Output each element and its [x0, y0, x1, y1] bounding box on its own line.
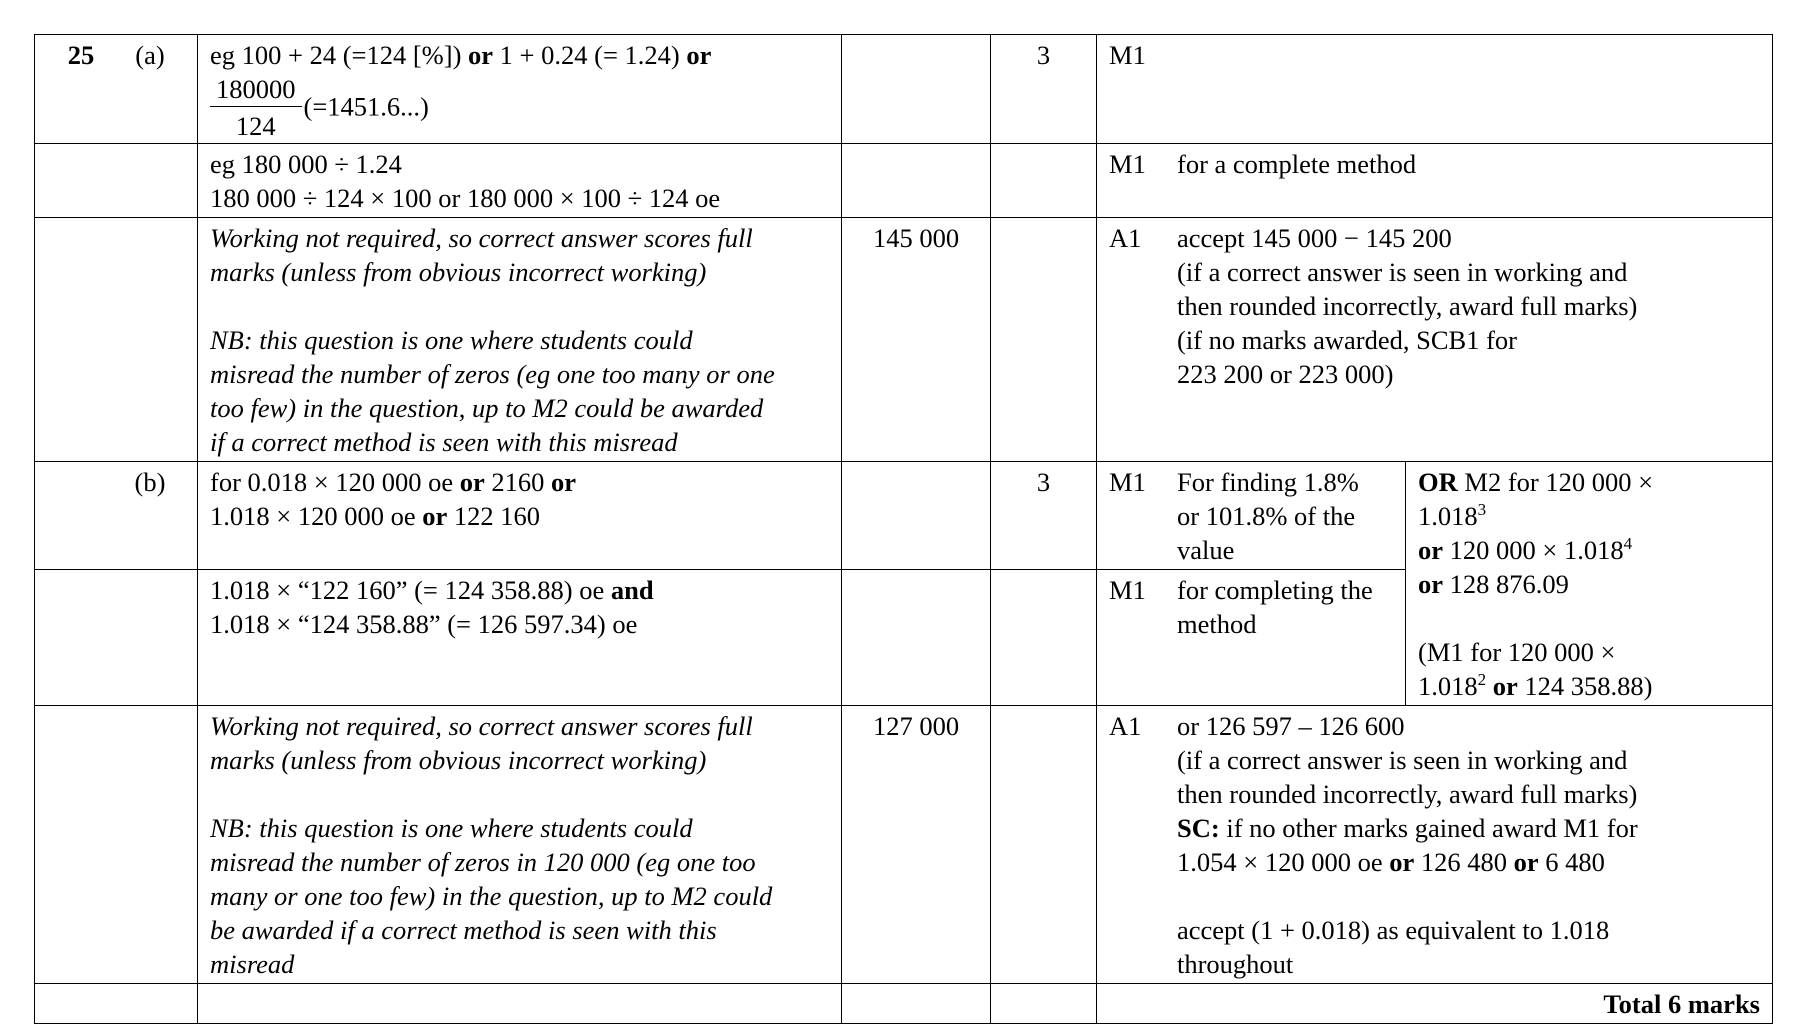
mark-scheme-table: [34, 34, 1773, 1024]
working-line: misread: [210, 949, 295, 979]
table-row: [35, 462, 1773, 570]
mark-cell: [991, 570, 1097, 706]
guidance-cell: [1097, 462, 1406, 570]
working-line: be awarded if a correct method is seen with this: [210, 915, 717, 945]
working-cell: [198, 35, 842, 144]
working-cell: [198, 706, 842, 984]
fraction-denominator: 124: [235, 111, 276, 141]
guidance-line: OR M2 for 120 000 ×: [1418, 467, 1654, 497]
fraction-numerator: 180000: [210, 74, 302, 107]
answer-cell: [842, 35, 991, 144]
mark-cell: [991, 218, 1097, 462]
answer-cell: [842, 570, 991, 706]
guidance-line: or 120 $000 \times 1.018^4$: [1418, 534, 1633, 565]
mark-code: M1: [1109, 149, 1146, 179]
guidance-line: 1.018$^3$: [1418, 500, 1487, 531]
guidance-line: then rounded incorrectly, award full marks): [1177, 291, 1638, 321]
guidance-cell: [1097, 35, 1773, 144]
working-line: 1.018 × “124 358.88” (= 126 597.34) oe: [210, 609, 638, 639]
mark-cell: [991, 35, 1097, 144]
answer-cell: [842, 144, 991, 218]
working-cell: [198, 570, 842, 706]
working-line: if a correct method is seen with this misread: [210, 427, 678, 457]
mark-value: 3: [1036, 40, 1051, 70]
mark-cell: [991, 462, 1097, 570]
question-number: 25: [67, 40, 95, 70]
guidance-line: For finding 1.8%: [1177, 467, 1359, 497]
working-line: 180 000 ÷ 124 × 100 or 180 000 × 100 ÷ 124 oe: [210, 183, 721, 213]
mark-code: A1: [1109, 711, 1142, 741]
question-cell: [35, 984, 198, 1024]
total-marks: Total 6 marks: [1097, 984, 1773, 1024]
answer-cell: [842, 218, 991, 462]
working-line: eg 100 + 24 (=124 [%]) or 1 + 0.24 (= 1.24) or: [210, 40, 712, 70]
working-line: marks (unless from obvious incorrect working): [210, 257, 707, 287]
answer-value: 145 000: [872, 223, 960, 253]
working-line: misread the number of zeros (eg one too many or one: [210, 359, 775, 389]
part-label: (b): [134, 467, 166, 497]
answer-cell: [842, 706, 991, 984]
guidance-line: 1.018$^2$ or 124 358.88): [1418, 670, 1653, 701]
guidance-line: (if a correct answer is seen in working and: [1177, 745, 1628, 775]
working-line: 1.018 × 120 000 oe or 122 160: [210, 501, 540, 531]
working-line: Working not required, so correct answer scores full: [210, 711, 753, 741]
mark-cell: [991, 706, 1097, 984]
table-row: [35, 218, 1773, 462]
working-line: NB: this question is one where students could: [210, 813, 693, 843]
guidance-line: (if a correct answer is seen in working and: [1177, 257, 1628, 287]
working-line: many or one too few) in the question, up to M2 could: [210, 881, 773, 911]
question-cell: [35, 218, 198, 462]
working-line: too few) in the question, up to M2 could be awarded: [210, 393, 764, 423]
guidance-line: accept (1 + 0.018) as equivalent to 1.018: [1177, 915, 1610, 945]
working-line: NB: this question is one where students could: [210, 325, 693, 355]
fraction: [210, 74, 302, 141]
mark-code: A1: [1109, 223, 1142, 253]
mark-code: M1: [1109, 575, 1146, 605]
part-label: (a): [135, 40, 165, 70]
table-row: [35, 706, 1773, 984]
working-line: Working not required, so correct answer scores full: [210, 223, 753, 253]
alternative-method-cell: [1406, 462, 1773, 706]
fraction-result: (=1451.6...): [303, 91, 429, 122]
working-line: eg 180 000 ÷ 1.24: [210, 149, 402, 179]
guidance-cell: [1097, 144, 1773, 218]
guidance-line: (M1 for 120 000 ×: [1418, 637, 1616, 667]
mark-code: M1: [1109, 40, 1146, 70]
guidance-line: (if no marks awarded, SCB1 for: [1177, 325, 1518, 355]
guidance-cell: [1097, 706, 1773, 984]
guidance-line: 1.054 × 120 000 oe or 126 480 or 6 480: [1177, 847, 1605, 877]
guidance-line: accept 145 000 − 145 200: [1177, 223, 1452, 253]
question-cell: [35, 462, 198, 570]
question-cell: [35, 35, 198, 144]
mark-scheme-sheet: [34, 34, 1772, 1024]
table-row: [35, 984, 1773, 1024]
guidance-cell: [1097, 218, 1773, 462]
question-cell: [35, 706, 198, 984]
answer-cell: [842, 984, 991, 1024]
working-cell: [198, 144, 842, 218]
mark-cell: [991, 984, 1097, 1024]
table-row: [35, 144, 1773, 218]
question-cell: [35, 144, 198, 218]
guidance-line: then rounded incorrectly, award full marks): [1177, 779, 1638, 809]
guidance-line: throughout: [1177, 949, 1294, 979]
guidance-line: SC: if no other marks gained award M1 for: [1177, 813, 1638, 843]
answer-cell: [842, 462, 991, 570]
working-cell: [198, 218, 842, 462]
guidance-line: method: [1177, 609, 1257, 639]
working-line: misread the number of zeros in 120 000 (eg one too: [210, 847, 756, 877]
guidance-line: or 128 876.09: [1418, 569, 1569, 599]
guidance-cell: [1097, 570, 1406, 706]
working-cell: [198, 984, 842, 1024]
answer-value: 127 000: [872, 711, 960, 741]
table-row: [35, 35, 1773, 144]
working-line: for 0.018 × 120 000 oe or 2160 or: [210, 467, 577, 497]
guidance-line: or 126 597 – 126 600: [1177, 711, 1405, 741]
guidance-line: for completing the: [1177, 575, 1373, 605]
mark-cell: [991, 144, 1097, 218]
guidance-line: value: [1177, 535, 1235, 565]
guidance-line: or 101.8% of the: [1177, 501, 1356, 531]
guidance-line: 223 200 or 223 000): [1177, 359, 1394, 389]
mark-value: 3: [1036, 467, 1051, 497]
working-cell: [198, 462, 842, 570]
question-cell: [35, 570, 198, 706]
guidance-note: for a complete method: [1177, 149, 1417, 179]
mark-code: M1: [1109, 467, 1146, 497]
working-line: marks (unless from obvious incorrect working): [210, 745, 707, 775]
working-line: 1.018 × “122 160” (= 124 358.88) oe and: [210, 575, 654, 605]
